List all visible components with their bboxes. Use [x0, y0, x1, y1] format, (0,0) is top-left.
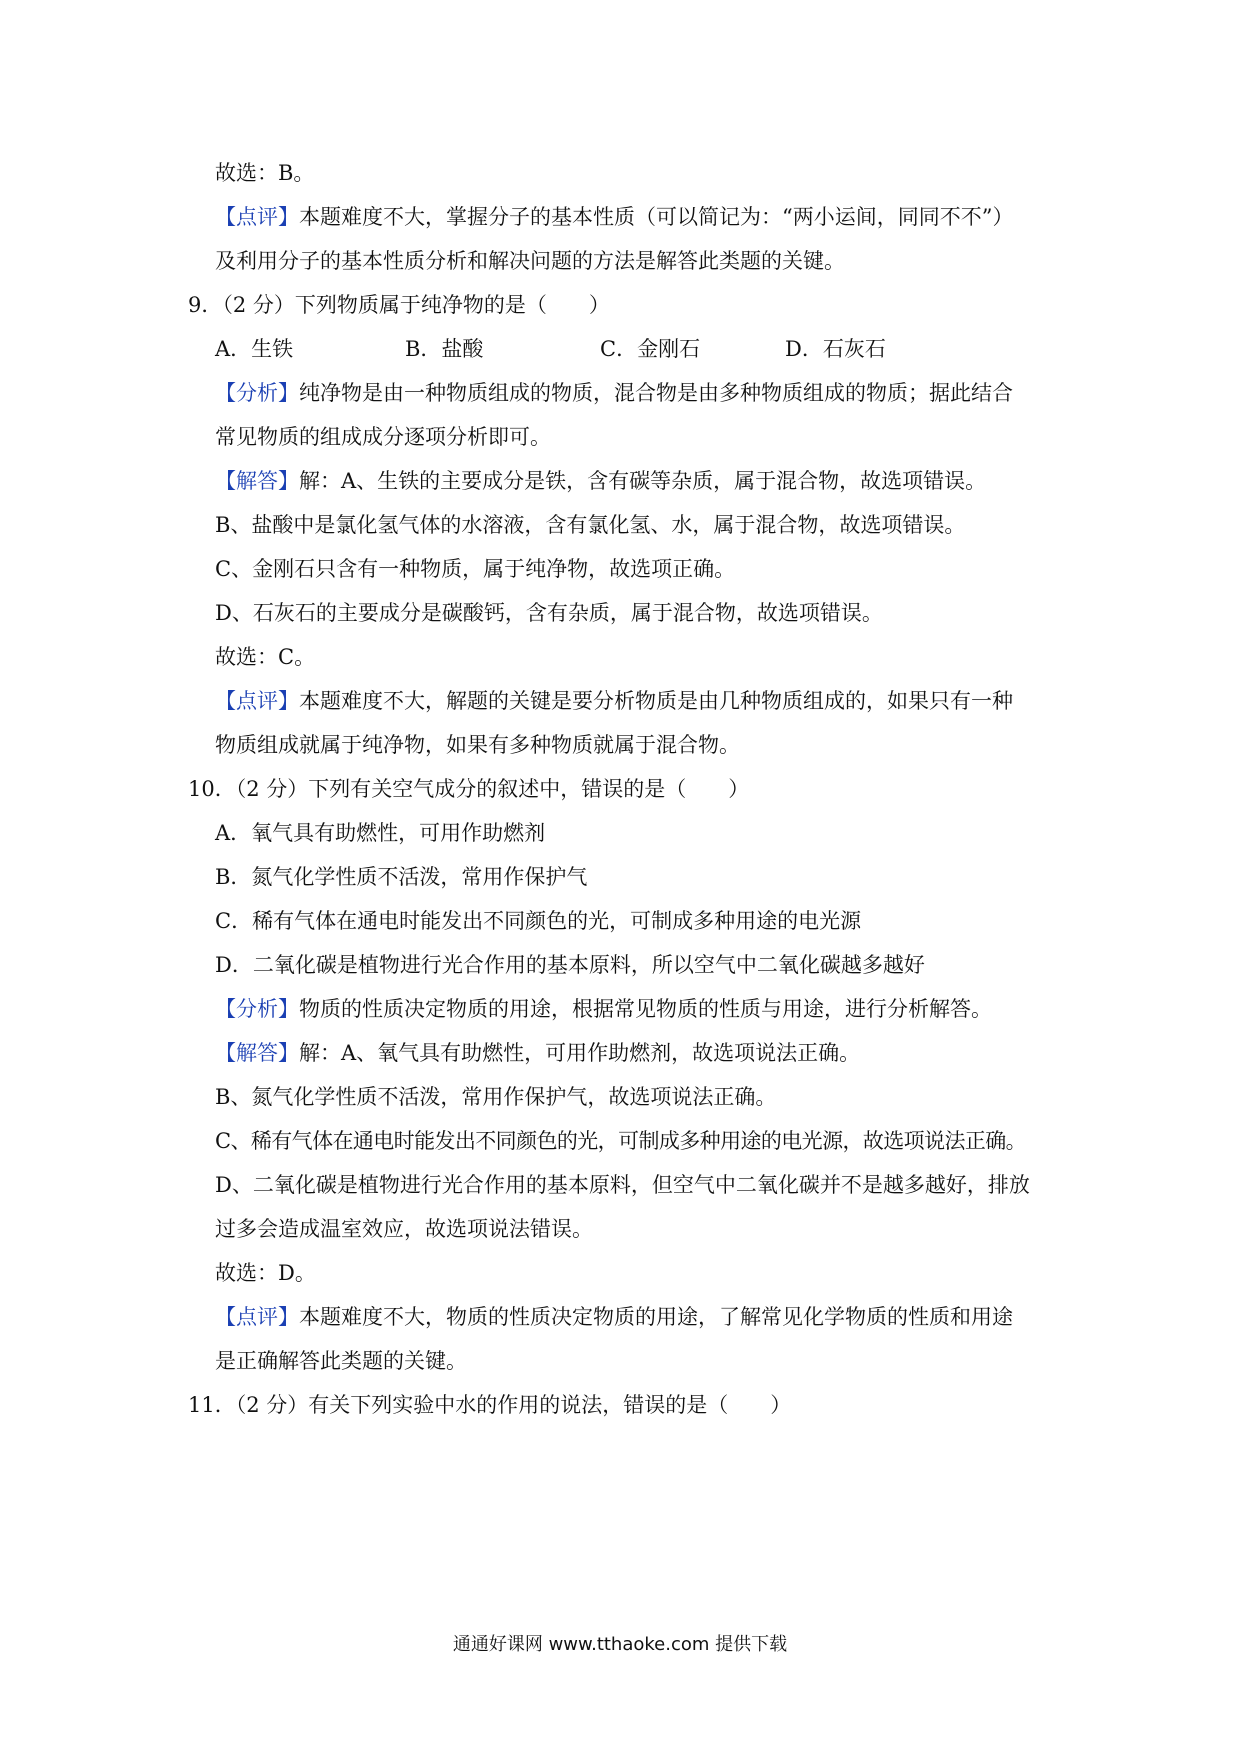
- comment-tag: 【点评】: [215, 689, 299, 713]
- comment-text-cont: 是正确解答此类题的关键。: [215, 1349, 467, 1373]
- analysis-paragraph: [215, 994, 992, 1024]
- analysis-tag: 【分析】: [215, 997, 299, 1021]
- analysis-text: 物质的性质决定物质的用途，根据常见物质的性质与用途，进行分析解答。: [299, 997, 992, 1021]
- page-footer: 通通好课网 www.tthaoke.com 提供下载: [452, 1634, 788, 1655]
- comment-text: 本题难度不大，掌握分子的基本性质（可以简记为：“两小运间，同同不不”）: [299, 205, 1014, 229]
- option-c: C．金刚石: [600, 337, 701, 361]
- option-a: A．氧气具有助燃性，可用作助燃剂: [215, 821, 546, 845]
- comment-text: 本题难度不大，物质的性质决定物质的用途，了解常见化学物质的性质和用途: [299, 1305, 1013, 1329]
- solution-tag: 【解答】: [215, 469, 299, 493]
- option-a: A．生铁: [215, 337, 294, 361]
- option-d: D．石灰石: [785, 337, 886, 361]
- solution-tag: 【解答】: [215, 1041, 299, 1065]
- question-9: 9．（2 分）下列物质属于纯净物的是（ ）: [188, 293, 610, 317]
- option-b: B．氮气化学性质不活泼，常用作保护气: [215, 865, 588, 889]
- question-11: 11．（2 分）有关下列实验中水的作用的说法，错误的是（ ）: [188, 1393, 792, 1417]
- answer-line: 故选：B。: [215, 161, 315, 185]
- solution-line-d-cont: 过多会造成温室效应，故选项说法错误。: [215, 1217, 593, 1241]
- solution-paragraph: [215, 466, 986, 496]
- question-10: 10．（2 分）下列有关空气成分的叙述中，错误的是（ ）: [188, 777, 750, 801]
- comment-text-cont: 物质组成就属于纯净物，如果有多种物质就属于混合物。: [215, 733, 740, 757]
- option-c: C．稀有气体在通电时能发出不同颜色的光，可制成多种用途的电光源: [215, 909, 862, 933]
- comment-text: 本题难度不大，解题的关键是要分析物质是由几种物质组成的，如果只有一种: [299, 689, 1013, 713]
- comment-tag: 【点评】: [215, 205, 299, 229]
- option-b: B．盐酸: [405, 337, 484, 361]
- analysis-tag: 【分析】: [215, 381, 299, 405]
- answer-line: 故选：C。: [215, 645, 316, 669]
- solution-line-c: C、金刚石只含有一种物质，属于纯净物，故选项正确。: [215, 557, 736, 581]
- solution-line-d: D、二氧化碳是植物进行光合作用的基本原料，但空气中二氧化碳并不是越多越好，排放: [215, 1173, 1030, 1197]
- question-9-options: [215, 334, 975, 364]
- solution-text: 解：A、氧气具有助燃性，可用作助燃剂，故选项说法正确。: [299, 1041, 861, 1065]
- comment-text-cont: 及利用分子的基本性质分析和解决问题的方法是解答此类题的关键。: [215, 249, 845, 273]
- solution-line-c: C、稀有气体在通电时能发出不同颜色的光，可制成多种用途的电光源，故选项说法正确。: [215, 1129, 1027, 1153]
- solution-line-b: B、氮气化学性质不活泼，常用作保护气，故选项说法正确。: [215, 1085, 777, 1109]
- solution-line-d: D、石灰石的主要成分是碳酸钙，含有杂质，属于混合物，故选项错误。: [215, 601, 883, 625]
- solution-text: 解：A、生铁的主要成分是铁，含有碳等杂质，属于混合物，故选项错误。: [299, 469, 987, 493]
- solution-paragraph: [215, 1038, 860, 1068]
- comment-paragraph: [215, 202, 1013, 232]
- analysis-text: 纯净物是由一种物质组成的物质，混合物是由多种物质组成的物质；据此结合: [299, 381, 1013, 405]
- answer-line: 故选：D。: [215, 1261, 316, 1285]
- analysis-text-cont: 常见物质的组成成分逐项分析即可。: [215, 425, 551, 449]
- comment-tag: 【点评】: [215, 1305, 299, 1329]
- comment-paragraph: [215, 1302, 1013, 1332]
- option-d: D．二氧化碳是植物进行光合作用的基本原料，所以空气中二氧化碳越多越好: [215, 953, 925, 977]
- solution-line-b: B、盐酸中是氯化氢气体的水溶液，含有氯化氢、水，属于混合物，故选项错误。: [215, 513, 966, 537]
- analysis-paragraph: [215, 378, 1013, 408]
- comment-paragraph: [215, 686, 1013, 716]
